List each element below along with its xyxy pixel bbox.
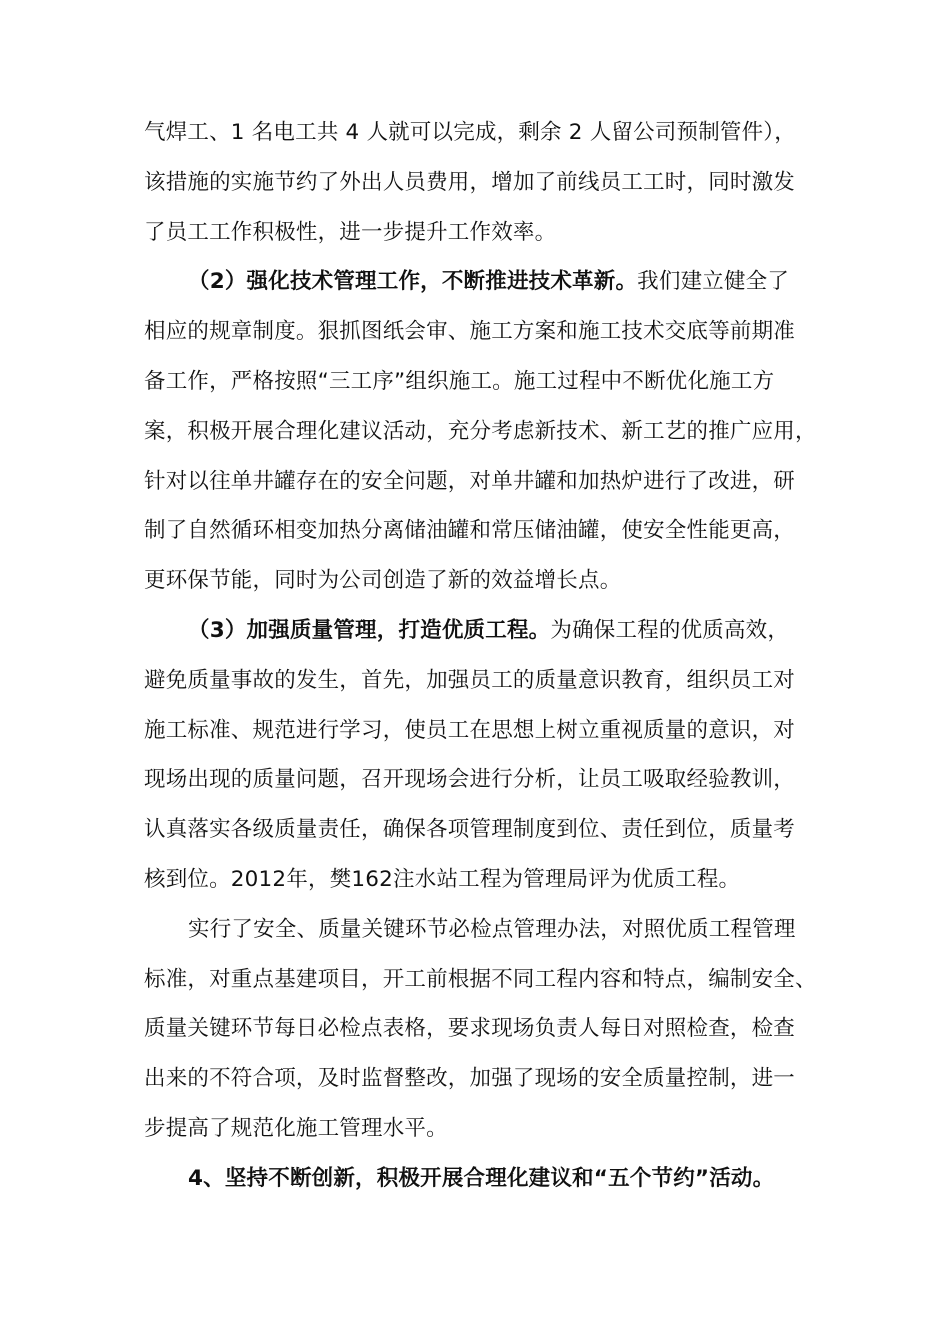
text-line (144, 656, 810, 706)
text-line (144, 755, 810, 805)
text-segment: 避免质量事故的发生，首先，加强员工的质量意识教育，组织员工对 (144, 667, 796, 693)
text-segment: 步提高了规范化施工管理水平。 (144, 1115, 448, 1141)
text-segment: 案，积极开展合理化建议活动，充分考虑新技术、新工艺的推广应用， (144, 418, 817, 444)
text-line (144, 805, 810, 855)
text-line (144, 108, 810, 158)
text-line (144, 855, 810, 905)
text-line (144, 955, 817, 1005)
text-segment: 实行了安全、质量关键环节必检点管理办法，对照优质工程管理 (188, 916, 796, 942)
text-segment: 备工作，严格按照“三工序”组织施工。施工过程中不断优化施工方 (144, 368, 775, 394)
text-segment: 认真落实各级质量责任，确保各项管理制度到位、责任到位，质量考 (144, 817, 796, 843)
text-line (144, 1054, 810, 1104)
text-segment: 针对以往单井罐存在的安全问题，对单井罐和加热炉进行了改进，研 (144, 468, 796, 494)
text-line (144, 506, 810, 556)
text-segment: 出来的不符合项，及时监督整改，加强了现场的安全质量控制，进一 (144, 1066, 796, 1092)
text-segment: 核到位。2012年，樊162注水站工程为管理局评为优质工程。 (144, 866, 741, 892)
text-segment: 相应的规章制度。狠抓图纸会审、施工方案和施工技术交底等前期准 (144, 319, 796, 345)
text-segment: 标准，对重点基建项目，开工前根据不同工程内容和特点，编制安全、 (144, 966, 817, 992)
text-segment: 施工标准、规范进行学习，使员工在思想上树立重视质量的意识，对 (144, 717, 796, 743)
text-line (144, 457, 810, 507)
text-segment: 了员工工作积极性，进一步提升工作效率。 (144, 219, 557, 245)
text-segment: 制了自然循环相变加热分离储油罐和常压储油罐，使安全性能更高， (144, 518, 796, 544)
text-line (144, 158, 810, 208)
text-line (144, 407, 817, 457)
text-line (144, 905, 810, 955)
text-segment: 现场出现的质量问题，召开现场会进行分析，让员工吸取经验教训， (144, 767, 796, 793)
text-line (144, 257, 810, 307)
text-line (144, 1104, 810, 1154)
text-segment: 我们建立健全了 (637, 269, 790, 295)
bold-text-segment: （3）加强质量管理，打造优质工程。 (188, 617, 551, 643)
text-segment: 该措施的实施节约了外出人员费用，增加了前线员工工时，同时激发 (144, 169, 796, 195)
bold-text-segment: （2）强化技术管理工作，不断推进技术革新。 (188, 269, 638, 295)
bold-text-segment: 4、坚持不断创新，积极开展合理化建议和“五个节约”活动。 (188, 1165, 775, 1191)
text-line (144, 706, 810, 756)
text-line (144, 208, 810, 258)
text-line (144, 357, 810, 407)
text-line (144, 1154, 810, 1204)
text-line (144, 606, 810, 656)
text-line (144, 307, 810, 357)
text-segment: 为确保工程的优质高效， (550, 617, 790, 643)
text-line (144, 556, 810, 606)
text-line (144, 1004, 810, 1054)
document-page (144, 108, 817, 1204)
text-segment: 气焊工、1 名电工共 4 人就可以完成，剩余 2 人留公司预制管件）， (144, 120, 796, 145)
text-segment: 质量关键环节每日必检点表格，要求现场负责人每日对照检查，检查 (144, 1016, 796, 1042)
text-segment: 更环保节能，同时为公司创造了新的效益增长点。 (144, 568, 622, 594)
